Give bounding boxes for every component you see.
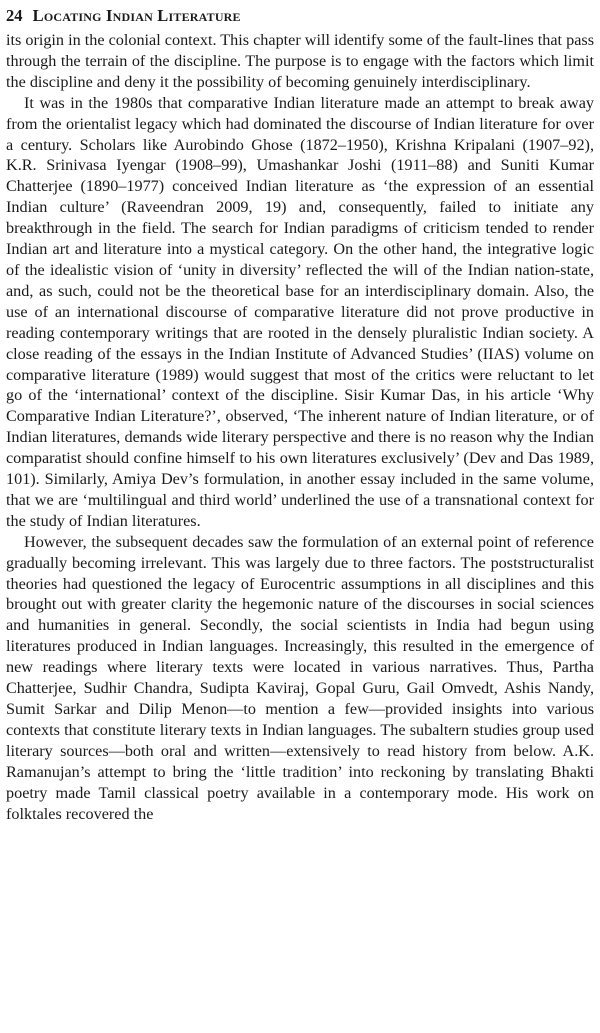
paragraph-2: It was in the 1980s that comparative Indian literature made an attempt to break away from the orientalist legacy which had dominated the discourse of Indian literature for over a century. Scholars like Aurobindo Ghose (1872–1950), Krishna Kripalani (1907–92), K.R. Srinivasa Iyengar (1908–99), Umashankar Joshi (1911–88) and Suniti Kumar Chatterjee (1890–1977) conceived Indian literature as ‘the expression of an essential Indian culture’ (Raveendran 2009, 19) and, consequently, failed to initiate any breakthrough in the field. The search for Indian paradigms of criticism tended to render Indian art and literature into a mystical category. On the other hand, the integrative logic of the idealistic vision of ‘unity in diversity’ reflected the will of the Indian nation-state, and, as such, could not be the theoretical base for an interdisciplinary domain. Also, the use of an international discourse of comparative literature did not prove productive in reading contemporary writings that are rooted in the densely pluralistic Indian society. A close reading of the essays in the Indian Institute of Advanced Studies’ (IIAS) volume on comparative literature (1989) would suggest that most of the critics were reluctant to let go of the ‘international’ context of the discipline. Sisir Kumar Das, in his article ‘Why Comparative Indian Literature?’, observed, ‘The inherent nature of Indian literature, or of Indian literatures, demands wide literary perspective and there is no reason why the Indian comparatist should confine himself to his own literatures exclusively’ (Dev and Das 1989, 101). Similarly, Amiya Dev’s formulation, in another essay included in the same volume, that we are ‘multilingual and third world’ underlined the use of a transnational context for the study of Indian literatures. — [6, 93, 594, 530]
running-head — [6, 2, 594, 30]
paragraph-3: However, the subsequent decades saw the formulation of an external point of reference gradually becoming irrelevant. This was largely due to three factors. The poststructuralist theories had questioned the legacy of Eurocentric assumptions in all disciplines and this brought out with greater clarity the hegemonic nature of the discourses in social sciences and humanities in general. Secondly, the social scientists in India had begun using literatures produced in Indian languages. Increasingly, this resulted in the emergence of new readings where literary texts were located in various narratives. Thus, Partha Chatterjee, Sudhir Chandra, Sudipta Kaviraj, Gopal Guru, Gail Omvedt, Ashis Nandy, Sumit Sarkar and Dilip Menon—to mention a few—provided insights into various contexts that constitute literary texts in Indian languages. The subaltern studies group used literary sources—both oral and written—extensively to read history from below. A.K. Ramanujan’s attempt to bring the ‘little tradition’ into reckoning by translating Bhakti poetry made Tamil classical poetry available in a contemporary mode. His work on folktales recovered the — [6, 532, 594, 823]
paragraph-1: its origin in the colonial context. This chapter will identify some of the fault-lines that pass through the terrain of the discipline. The purpose is to engage with the factors which limit the discipline and deny it the possibility of becoming genuinely interdisciplinary. — [6, 31, 594, 91]
book-page — [6, 2, 594, 1032]
running-head-title: Locating Indian Literature — [32, 6, 241, 25]
body-text — [6, 30, 594, 824]
page-number: 24 — [6, 6, 23, 25]
